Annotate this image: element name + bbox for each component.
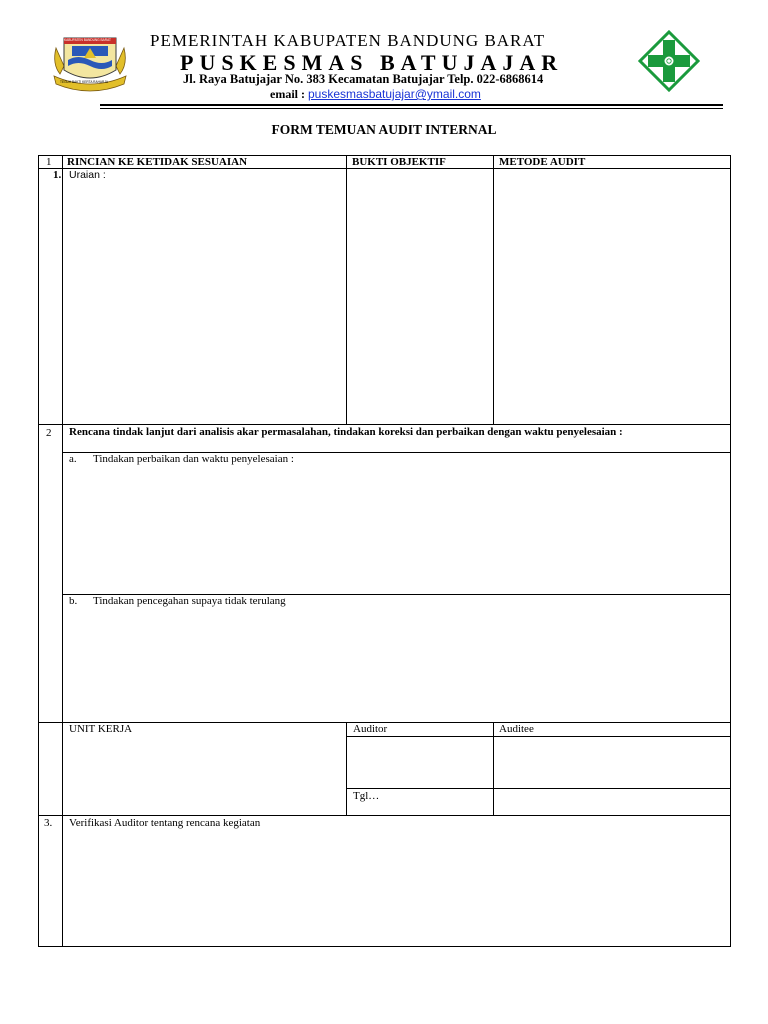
header-puskesmas: PUSKESMAS BATUJAJAR [180, 50, 564, 75]
header-col-number: 1 [46, 156, 52, 168]
row2-number: 2 [46, 427, 52, 439]
header-government: PEMERINTAH KABUPATEN BANDUNG BARAT [150, 31, 546, 50]
form-title: FORM TEMUAN AUDIT INTERNAL [271, 122, 497, 137]
header-col-metode: METODE AUDIT [499, 156, 586, 168]
item-a-marker: a. [69, 453, 77, 465]
row1-number: 1. [53, 169, 62, 181]
auditee-label: Auditee [499, 723, 534, 735]
header-address: Jl. Raya Batujajar No. 383 Kecamatan Batujajar Telp. 022-6868614 [183, 72, 544, 86]
email-link[interactable]: puskesmasbatujajar@ymail.com [308, 87, 481, 101]
tgl-label: Tgl… [353, 790, 380, 802]
row3-verifikasi-text: Verifikasi Auditor tentang rencana kegiatan [69, 817, 261, 829]
header-rule-thin [100, 108, 723, 109]
header-col-rincian: RINCIAN KE KETIDAK SESUAIAN [67, 156, 248, 168]
email-label: email : [270, 87, 308, 101]
header-rule-thick [100, 104, 723, 106]
item-b-text: Tindakan pencegahan supaya tidak terulang [93, 595, 286, 607]
puskesmas-cross-icon [638, 30, 700, 92]
header-col-bukti: BUKTI OBJEKTIF [352, 156, 446, 168]
logo-top-text: KABUPATEN BANDUNG BARAT [64, 38, 111, 42]
auditor-label: Auditor [353, 723, 388, 735]
item-a-text: Tindakan perbaikan dan waktu penyelesaian : [93, 453, 294, 465]
logo-bottom-text: TEGUH BAKTI KERTA RAHARJA [60, 80, 109, 84]
unit-kerja-label: UNIT KERJA [69, 723, 133, 735]
row3-number: 3. [44, 817, 53, 829]
header-email-row [270, 87, 481, 102]
item-b-marker: b. [69, 595, 78, 607]
row1-uraian-label: Uraian : [69, 169, 106, 181]
row2-rencana-text: Rencana tindak lanjut dari analisis akar permasalahan, tindakan koreksi dan perbaikan dengan waktu penyelesaian : [69, 426, 623, 438]
